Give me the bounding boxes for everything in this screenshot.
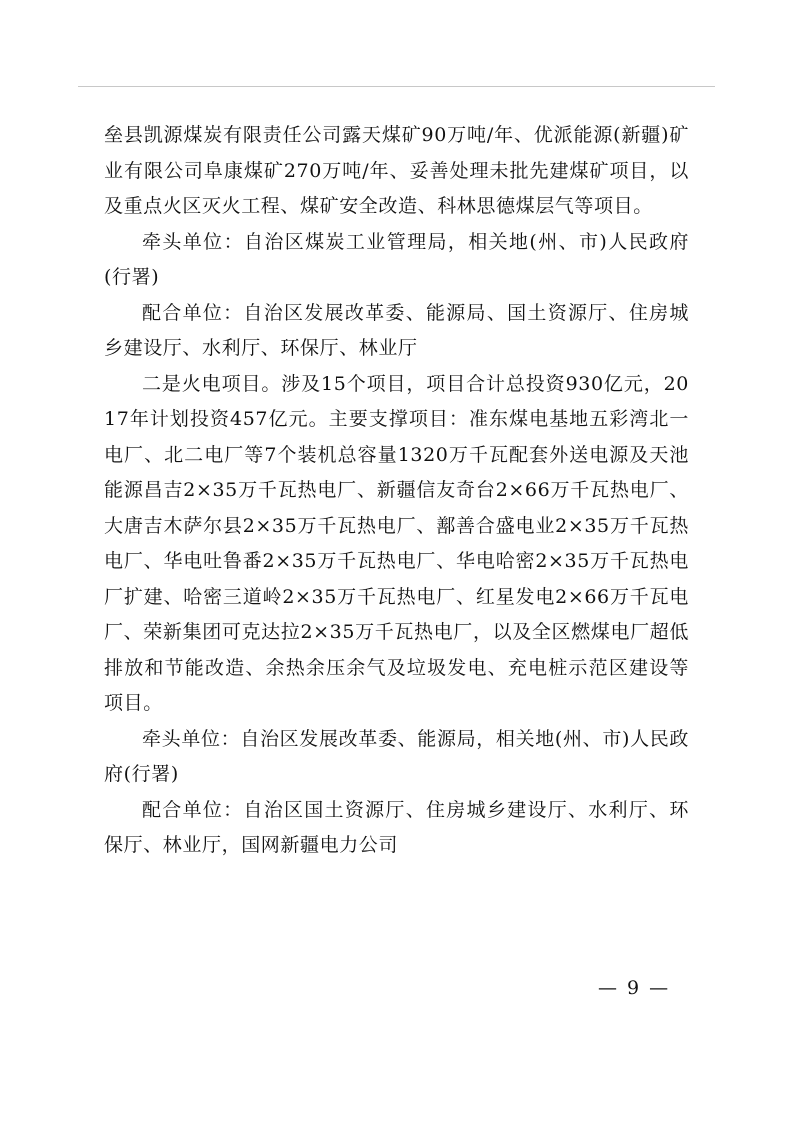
paragraph-thermal-power-projects: 二是火电项目。涉及15个项目，项目合计总投资930亿元，2017年计划投资457亿元。主要支撑项目：准东煤电基地五彩湾北一电厂、北二电厂等7个装机总容量1320万千瓦配套外送电源及天池能源昌吉2×35万千瓦热电厂、新疆信友奇台2×66万千瓦热电厂、大唐吉木萨尔县2×35万千瓦热电厂、鄯善合盛电业2×35万千瓦热电厂、华电吐鲁番2×35万千瓦热电厂、华电哈密2×35万千瓦热电厂扩建、哈密三道岭2×35万千瓦热电厂、红星发电2×66万千瓦电厂、荣新集团可克达拉2×35万千瓦热电厂，以及全区燃煤电厂超低排放和节能改造、余热余压余气及垃圾发电、充电桩示范区建设等项目。 (104, 372, 689, 714)
paragraph-power-lead-units: 牵头单位：自治区发展改革委、能源局，相关地(州、市)人民政府(行署) (104, 727, 689, 785)
header-rule (78, 86, 715, 87)
document-body (104, 118, 689, 864)
paragraph-power-cooperating-units: 配合单位：自治区国土资源厅、住房城乡建设厅、水利厅、环保厅、林业厅，国网新疆电力公司 (104, 798, 689, 856)
paragraph-coal-projects-continued: 垒县凯源煤炭有限责任公司露天煤矿90万吨/年、优派能源(新疆)矿业有限公司阜康煤矿270万吨/年、妥善处理未批先建煤矿项目，以及重点火区灭火工程、煤矿安全改造、科林思德煤层气等项目。 (104, 124, 689, 217)
paragraph-coal-lead-units: 牵头单位：自治区煤炭工业管理局，相关地(州、市)人民政府(行署) (104, 230, 689, 288)
paragraph-coal-cooperating-units: 配合单位：自治区发展改革委、能源局、国土资源厅、住房城乡建设厅、水利厅、环保厅、林业厅 (104, 301, 689, 359)
page-number: — 9 — (598, 977, 671, 999)
